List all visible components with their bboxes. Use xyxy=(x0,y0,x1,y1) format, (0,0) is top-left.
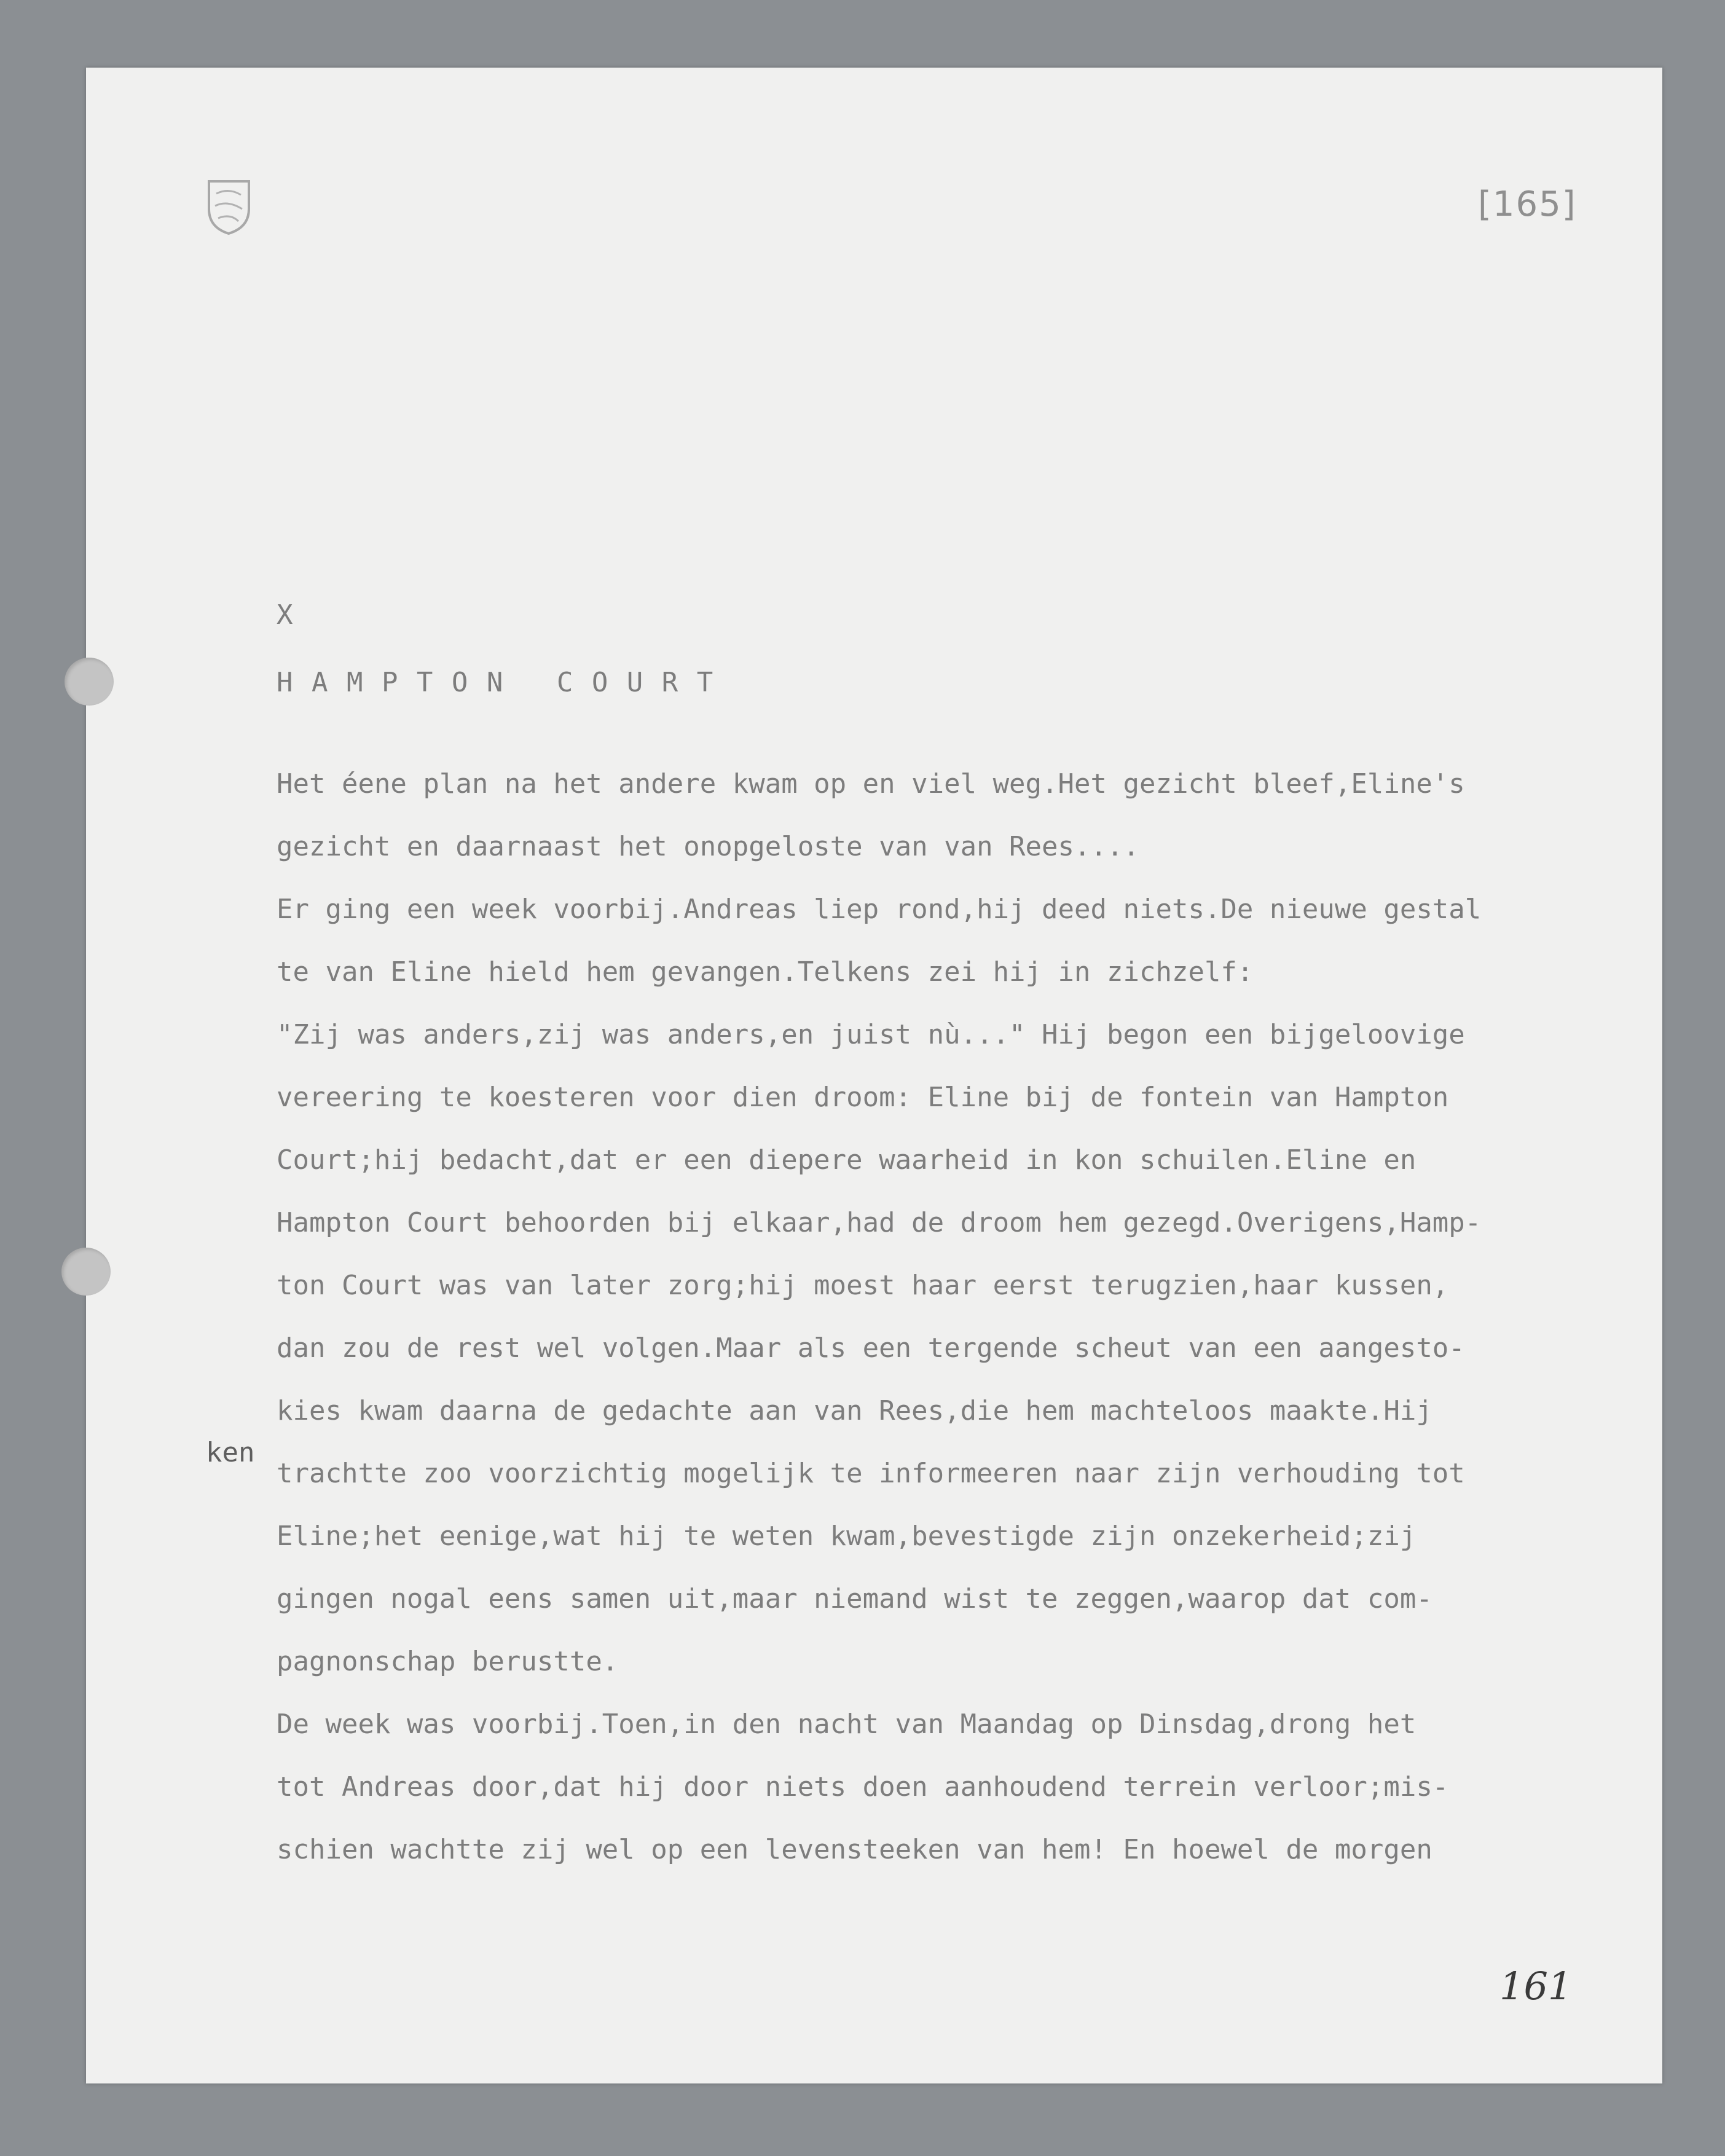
typescript-page xyxy=(86,68,1662,2083)
text-line: Hampton Court behoorden bij elkaar,had de droom hem gezegd.Overigens,Hamp- xyxy=(277,1207,1482,1238)
archive-number: [165] xyxy=(1478,184,1577,224)
body-text xyxy=(277,753,1659,1881)
text-line: tot Andreas door,dat hij door niets doen aanhoudend terrein verloor;mis- xyxy=(277,1771,1449,1803)
text-line: gezicht en daarnaast het onopgeloste van van Rees.... xyxy=(277,831,1139,862)
text-line: vereering te koesteren voor dien droom: Eline bij de fontein van Hampton xyxy=(277,1082,1449,1113)
text-line: Court;hij bedacht,dat er een diepere waarheid in kon schuilen.Eline en xyxy=(277,1144,1417,1176)
archive-stamp-icon xyxy=(203,175,255,237)
text-line: gingen nogal eens samen uit,maar niemand wist te zeggen,waarop dat com- xyxy=(277,1583,1432,1615)
chapter-title: H A M P T O N C O U R T xyxy=(277,667,715,698)
text-line: "Zij was anders,zij was anders,en juist nù..." Hij begon een bijgeloovige xyxy=(277,1019,1465,1050)
punch-hole xyxy=(61,1248,111,1296)
text-line: Het éene plan na het andere kwam op en viel weg.Het gezicht bleef,Eline's xyxy=(277,768,1465,800)
chapter-number: X xyxy=(277,599,293,631)
text-line: ton Court was van later zorg;hij moest haar eerst terugzien,haar kussen, xyxy=(277,1270,1449,1301)
margin-note: ken xyxy=(206,1437,255,1468)
text-line: dan zou de rest wel volgen.Maar als een tergende scheut van een aangesto- xyxy=(277,1332,1465,1364)
text-line: kies kwam daarna de gedachte aan van Rees,die hem machteloos maakte.Hij xyxy=(277,1395,1432,1426)
text-line: schien wachtte zij wel op een levensteeken van hem! En hoewel de morgen xyxy=(277,1834,1432,1865)
punch-hole xyxy=(65,658,114,706)
text-line: te van Eline hield hem gevangen.Telkens zei hij in zichzelf: xyxy=(277,956,1254,988)
text-line: pagnonschap berustte. xyxy=(277,1646,619,1677)
page-number: 161 xyxy=(1499,1964,1573,2008)
text-line: Er ging een week voorbij.Andreas liep rond,hij deed niets.De nieuwe gestal xyxy=(277,894,1482,925)
text-line: trachtte zoo voorzichtig mogelijk te informeeren naar zijn verhouding tot xyxy=(277,1458,1465,1489)
text-line: De week was voorbij.Toen,in den nacht van Maandag op Dinsdag,drong het xyxy=(277,1709,1417,1740)
text-line: Eline;het eenige,wat hij te weten kwam,bevestigde zijn onzekerheid;zij xyxy=(277,1521,1417,1552)
